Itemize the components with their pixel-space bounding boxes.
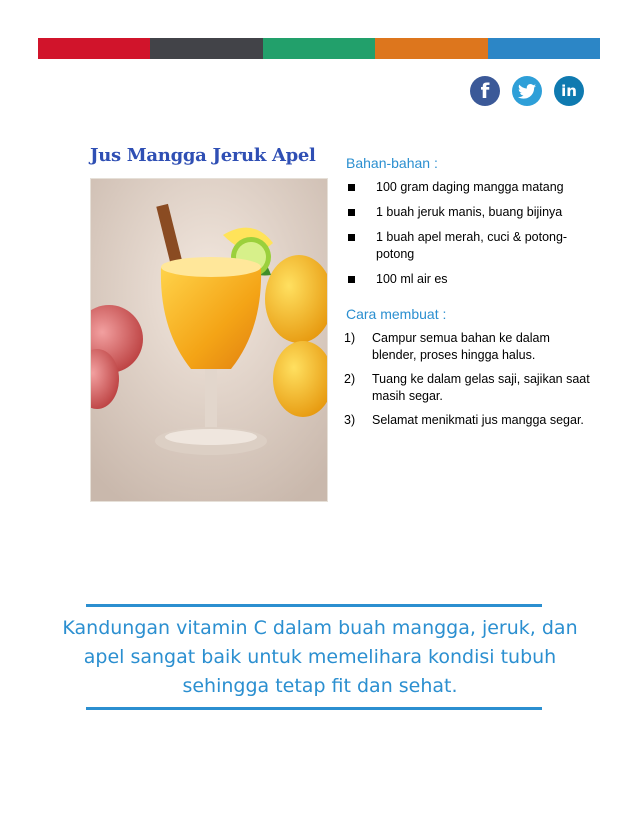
twitter-icon[interactable] [512, 76, 542, 106]
recipe-title: Jus Mangga Jeruk Apel [90, 145, 316, 166]
ingredient-item: 100 gram daging mangga matang [344, 179, 594, 196]
stripe-gray [150, 38, 262, 59]
ingredients-heading: Bahan-bahan : [346, 155, 438, 171]
stripe-blue [488, 38, 600, 59]
ingredient-item: 1 buah jeruk manis, buang bijinya [344, 204, 594, 221]
divider-top [86, 604, 542, 607]
twitter-bird-glyph [518, 84, 536, 99]
facebook-icon[interactable]: f [470, 76, 500, 106]
linkedin-icon[interactable]: in [554, 76, 584, 106]
method-step: 2) Tuang ke dalam gelas saji, sajikan saat masih segar. [344, 372, 590, 403]
stripe-orange [375, 38, 487, 59]
method-step: 3) Selamat menikmati jus mangga segar. [344, 413, 584, 427]
method-heading: Cara membuat : [346, 306, 447, 322]
bullet-square-icon [348, 234, 355, 241]
bullet-square-icon [348, 184, 355, 191]
social-links [470, 76, 584, 106]
juice-illustration [91, 179, 327, 501]
juice-photo [90, 178, 328, 502]
health-note: Kandungan vitamin C dalam buah mangga, jeruk, dan apel sangat baik untuk memelihara kondisi tubuh sehingga tetap fit dan sehat. [62, 617, 578, 697]
divider-bottom [86, 707, 542, 710]
ingredient-item: 100 ml air es [344, 271, 594, 288]
ingredients-list [344, 179, 594, 288]
recipe-details [344, 155, 594, 436]
bullet-square-icon [348, 276, 355, 283]
ingredient-item: 1 buah apel merah, cuci & potong-potong [344, 229, 594, 263]
color-stripe-bar [38, 38, 600, 59]
method-steps [344, 330, 594, 429]
bullet-square-icon [348, 209, 355, 216]
stripe-red [38, 38, 150, 59]
method-step: 1) Campur semua bahan ke dalam blender, proses hingga halus. [344, 331, 550, 362]
stripe-green [263, 38, 375, 59]
